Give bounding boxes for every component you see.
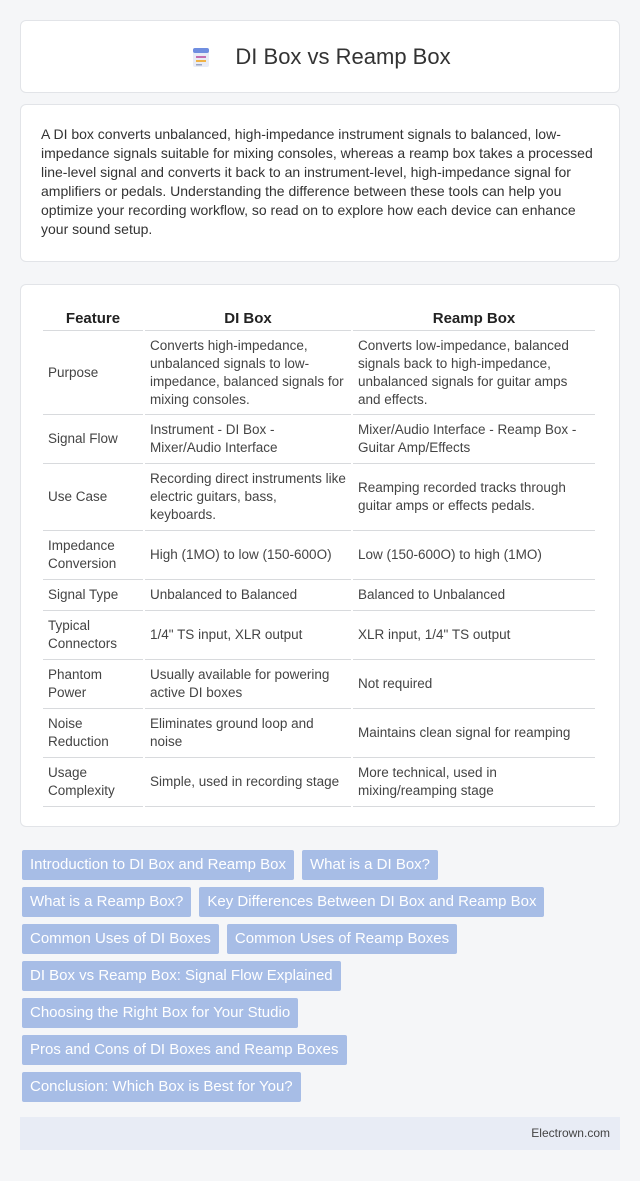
- topic-row: [22, 961, 622, 991]
- table-row: [43, 709, 595, 758]
- topic-link[interactable]: Conclusion: Which Box is Best for You?: [22, 1072, 301, 1102]
- page-title: DI Box vs Reamp Box: [235, 43, 451, 69]
- comparison-table: [41, 303, 597, 807]
- di-box-cell: 1/4" TS input, XLR output: [145, 611, 351, 660]
- topic-link[interactable]: DI Box vs Reamp Box: Signal Flow Explained: [22, 961, 341, 991]
- reamp-box-cell: Maintains clean signal for reamping: [353, 709, 595, 758]
- topic-row: [22, 924, 622, 954]
- di-box-cell: Simple, used in recording stage: [145, 758, 351, 807]
- column-header: Feature: [43, 303, 143, 331]
- table-row: [43, 415, 595, 464]
- di-box-cell: Recording direct instruments like electric guitars, bass, keyboards.: [145, 464, 351, 531]
- intro-card: [20, 104, 620, 262]
- feature-cell: Purpose: [43, 331, 143, 415]
- topic-row: [22, 1035, 622, 1065]
- topic-row: [22, 850, 622, 880]
- title-card: [20, 20, 620, 93]
- di-box-cell: High (1MO) to low (150-600O): [145, 531, 351, 580]
- column-header: Reamp Box: [353, 303, 595, 331]
- footer: [20, 1117, 620, 1150]
- di-box-cell: Unbalanced to Balanced: [145, 580, 351, 611]
- di-box-cell: Usually available for powering active DI boxes: [145, 660, 351, 709]
- feature-cell: Use Case: [43, 464, 143, 531]
- topic-link[interactable]: Choosing the Right Box for Your Studio: [22, 998, 298, 1028]
- di-box-cell: Converts high-impedance, unbalanced signals to low-impedance, balanced signals for mixing consoles.: [145, 331, 351, 415]
- topic-link[interactable]: Introduction to DI Box and Reamp Box: [22, 850, 294, 880]
- topic-link[interactable]: Common Uses of Reamp Boxes: [227, 924, 457, 954]
- table-row: [43, 611, 595, 660]
- reamp-box-cell: More technical, used in mixing/reamping stage: [353, 758, 595, 807]
- topic-link[interactable]: Common Uses of DI Boxes: [22, 924, 219, 954]
- reamp-box-cell: Converts low-impedance, balanced signals back to high-impedance, unbalanced signals for guitar amps and effects.: [353, 331, 595, 415]
- reamp-box-cell: Low (150-600O) to high (1MO): [353, 531, 595, 580]
- feature-cell: Signal Type: [43, 580, 143, 611]
- footer-site-name: Electrown.com: [531, 1126, 610, 1140]
- table-row: [43, 580, 595, 611]
- feature-cell: Phantom Power: [43, 660, 143, 709]
- topic-links: [22, 850, 622, 1109]
- topic-link[interactable]: Key Differences Between DI Box and Reamp Box: [199, 887, 544, 917]
- topic-link[interactable]: What is a Reamp Box?: [22, 887, 191, 917]
- reamp-box-cell: XLR input, 1/4" TS output: [353, 611, 595, 660]
- table-row: [43, 464, 595, 531]
- topic-link[interactable]: What is a DI Box?: [302, 850, 438, 880]
- di-box-cell: Instrument - DI Box - Mixer/Audio Interface: [145, 415, 351, 464]
- feature-cell: Signal Flow: [43, 415, 143, 464]
- intro-text: A DI box converts unbalanced, high-impedance instrument signals to balanced, low-impedance signals suitable for mixing consoles, whereas a reamp box takes a processed line-level signal and converts it back to an instrument-level, high-impedance signal for amplifiers or pedals. Understanding the difference between these tools can help you optimize your recording workflow, so read on to explore how each device can enhance your sound setup.: [41, 126, 593, 237]
- table-row: [43, 660, 595, 709]
- topic-link[interactable]: Pros and Cons of DI Boxes and Reamp Boxes: [22, 1035, 347, 1065]
- feature-cell: Noise Reduction: [43, 709, 143, 758]
- reamp-box-cell: Reamping recorded tracks through guitar amps or effects pedals.: [353, 464, 595, 531]
- column-header: DI Box: [145, 303, 351, 331]
- topic-row: [22, 887, 622, 917]
- feature-cell: Usage Complexity: [43, 758, 143, 807]
- table-row: [43, 758, 595, 807]
- di-box-cell: Eliminates ground loop and noise: [145, 709, 351, 758]
- reamp-box-cell: Not required: [353, 660, 595, 709]
- topic-row: [22, 998, 622, 1028]
- table-row: [43, 331, 595, 415]
- table-header-row: [43, 303, 595, 331]
- feature-cell: Impedance Conversion: [43, 531, 143, 580]
- reamp-box-cell: Balanced to Unbalanced: [353, 580, 595, 611]
- comparison-card: [20, 284, 620, 827]
- feature-cell: Typical Connectors: [43, 611, 143, 660]
- document-icon: [189, 45, 213, 69]
- topic-row: [22, 1072, 622, 1102]
- table-row: [43, 531, 595, 580]
- reamp-box-cell: Mixer/Audio Interface - Reamp Box - Guitar Amp/Effects: [353, 415, 595, 464]
